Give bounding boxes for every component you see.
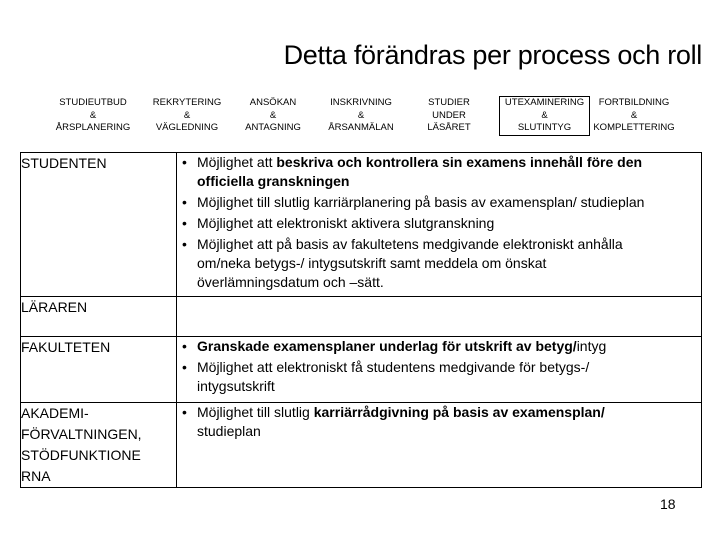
slide-title: Detta förändras per process och roll xyxy=(283,40,702,70)
process-step-label: KOMPLETTERING xyxy=(593,122,675,134)
process-step-label: & xyxy=(357,109,365,121)
change-bullet: • Möjlighet att elektroniskt aktivera slutgranskning xyxy=(177,214,701,233)
process-step-label: ÅRSPLANERING xyxy=(55,122,131,134)
process-step-label: REKRYTERING xyxy=(152,97,222,109)
process-step-label: FORTBILDNING xyxy=(598,97,670,109)
change-bullet: • Granskade examensplaner underlag för utskrift av betyg/intyg xyxy=(177,337,701,356)
process-step xyxy=(144,96,230,136)
role-name: FAKULTETEN xyxy=(21,337,177,403)
change-bullet: • Möjlighet att på basis av fakultetens medgivande elektroniskt anhålla om/neka betygs-/ intygsutskrift samt meddela om önskat överlämningsdatum och –sätt. xyxy=(177,235,701,292)
role-row xyxy=(21,403,702,488)
change-bullet: • Möjlighet till slutlig karriärplanering på basis av examensplan/ studieplan xyxy=(177,193,701,212)
process-step-label: ANSÖKAN xyxy=(249,97,297,109)
change-bullet: • Möjlighet att beskriva och kontrollera sin examens innehåll före den officiella granskningen xyxy=(177,153,701,191)
page-number: 18 xyxy=(660,496,676,512)
process-step-label: STUDIER xyxy=(428,97,470,109)
process-steps xyxy=(50,96,678,136)
role-name: LÄRAREN xyxy=(21,297,177,337)
process-step xyxy=(590,96,678,136)
role-changes xyxy=(177,153,702,297)
process-step-label: ANTAGNING xyxy=(245,122,301,134)
process-step xyxy=(230,96,316,136)
change-bullet: • Möjlighet till slutlig karriärrådgivning på basis av examensplan/ studieplan xyxy=(177,403,701,441)
role-row xyxy=(21,153,702,297)
role-changes xyxy=(177,297,702,337)
process-step-label: UTEXAMINERING xyxy=(504,97,585,109)
role-changes xyxy=(177,337,702,403)
process-step xyxy=(318,96,404,136)
process-step-label: & xyxy=(269,109,277,121)
process-step-label: ÅRSANMÄLAN xyxy=(328,122,394,134)
process-step-label: UNDER xyxy=(432,109,466,121)
process-step-label: INSKRIVNING xyxy=(330,97,392,109)
role-name: STUDENTEN xyxy=(21,153,177,297)
process-step-label: & xyxy=(630,109,638,121)
process-step-label: & xyxy=(541,109,548,121)
roles-table xyxy=(20,152,702,488)
role-changes xyxy=(177,403,702,488)
process-step-label: LÄSÅRET xyxy=(427,122,471,134)
change-bullet: • Möjlighet att elektroniskt få studentens medgivande för betygs-/ intygsutskrift xyxy=(177,358,701,396)
process-step-label: STUDIEUTBUD xyxy=(59,97,127,109)
process-step xyxy=(50,96,136,136)
process-step xyxy=(499,96,590,136)
role-row xyxy=(21,337,702,403)
process-step-label: VÄGLEDNING xyxy=(155,122,219,134)
process-step-label: SLUTINTYG xyxy=(517,122,572,134)
role-row xyxy=(21,297,702,337)
process-step xyxy=(407,96,491,136)
process-step-label: & xyxy=(89,109,97,121)
role-name: AKADEMI- FÖRVALTNINGEN, STÖDFUNKTIONE RNA xyxy=(21,403,177,488)
process-step-label: & xyxy=(183,109,191,121)
